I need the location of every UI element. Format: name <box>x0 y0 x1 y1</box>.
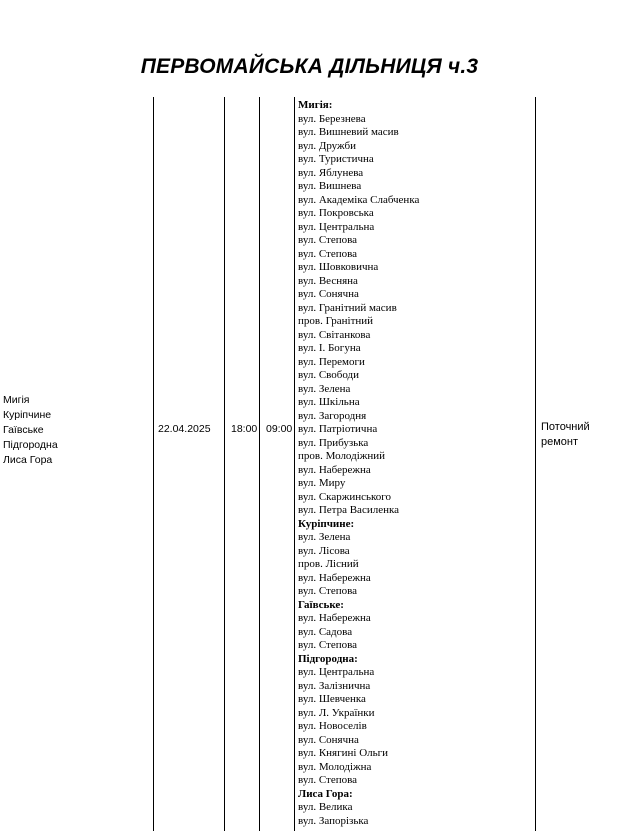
street-item: вул. Дружби <box>298 139 356 152</box>
street-item: вул. Велика <box>298 801 353 813</box>
street-item: вул. Шовковична <box>298 261 379 273</box>
street-item: вул. Степова <box>298 639 358 651</box>
street-item: вул. Шкільна <box>298 396 360 408</box>
village-name: Мигія <box>3 394 30 406</box>
settlement-header: Лиса Гора: <box>298 787 353 800</box>
street-item: вул. Степова <box>298 247 358 260</box>
street-item: вул. Набережна <box>298 463 371 476</box>
village-name: Лиса Гора <box>3 454 53 466</box>
street-item: вул. Свободи <box>298 369 360 381</box>
street-item: вул. Степова <box>298 774 358 786</box>
street-item: вул. Туристична <box>298 153 374 165</box>
street-item: вул. Березнева <box>298 112 366 125</box>
work-type-line: Поточний <box>541 421 590 433</box>
street-item: вул. Шевченка <box>298 693 366 705</box>
settlement-header: Куріпчине: <box>298 517 355 530</box>
work-type-cell <box>541 420 590 450</box>
column-divider-5 <box>535 97 536 831</box>
village-name: Гаївське <box>3 424 44 436</box>
street-item: вул. Патріотична <box>298 423 378 435</box>
street-item: вул. Сонячна <box>298 733 359 746</box>
street-item: вул. Зелена <box>298 531 351 543</box>
street-item: пров. Гранітний <box>298 315 374 327</box>
street-item: вул. Новоселів <box>298 720 367 732</box>
streets-list <box>298 99 419 828</box>
time-start-cell: 18:00 <box>231 423 258 435</box>
street-item: вул. Степова <box>298 234 358 246</box>
street-item: вул. Перемоги <box>298 355 365 368</box>
street-item: вул. Весняна <box>298 274 358 287</box>
time-end-cell: 09:00 <box>266 423 293 435</box>
column-divider-1 <box>153 97 154 831</box>
street-item: вул. Світанкова <box>298 328 371 341</box>
column-divider-3 <box>259 97 260 831</box>
street-item: вул. Зелена <box>298 382 351 395</box>
street-item: вул. Сонячна <box>298 288 359 300</box>
village-name: Підгородна <box>3 439 58 451</box>
street-item: вул. Л. Українки <box>298 706 375 719</box>
street-item: вул. Запорізька <box>298 814 369 827</box>
date-cell: 22.04.2025 <box>158 423 211 435</box>
street-item: вул. Лісова <box>298 544 350 557</box>
street-item: вул. І. Богуна <box>298 342 361 354</box>
street-item: вул. Загородня <box>298 409 367 422</box>
street-item: вул. Скаржинського <box>298 490 392 503</box>
column-divider-2 <box>224 97 225 831</box>
street-item: вул. Петра Василенка <box>298 504 400 516</box>
street-item: пров. Молодіжний <box>298 450 386 462</box>
column-divider-4 <box>294 97 295 831</box>
street-item: вул. Набережна <box>298 571 371 584</box>
street-item: вул. Залізнична <box>298 679 371 692</box>
street-item: вул. Центральна <box>298 666 375 678</box>
work-type-line: ремонт <box>541 436 579 448</box>
street-item: вул. Гранітний масив <box>298 301 397 314</box>
village-name: Куріпчине <box>3 409 52 421</box>
settlement-header: Гаївське: <box>298 598 344 611</box>
settlement-header: Мигія: <box>298 99 333 111</box>
street-item: вул. Молодіжна <box>298 760 372 773</box>
street-item: вул. Вишнева <box>298 180 362 192</box>
page-title: ПЕРВОМАЙСЬКА ДІЛЬНИЦЯ ч.3 <box>140 55 479 78</box>
street-item: вул. Покровська <box>298 207 374 219</box>
street-item: вул. Яблунева <box>298 166 364 179</box>
street-item: вул. Прибузька <box>298 436 369 449</box>
street-item: пров. Лісний <box>298 558 359 570</box>
villages-cell <box>3 393 58 468</box>
street-item: вул. Центральна <box>298 220 375 233</box>
street-item: вул. Садова <box>298 625 353 638</box>
street-item: вул. Набережна <box>298 612 371 624</box>
street-item: вул. Академіка Слабченка <box>298 193 420 206</box>
street-item: вул. Вишневий масив <box>298 126 399 138</box>
settlement-header: Підгородна: <box>298 652 358 665</box>
street-item: вул. Княгині Ольги <box>298 747 389 759</box>
street-item: вул. Миру <box>298 477 346 489</box>
street-item: вул. Степова <box>298 585 358 597</box>
